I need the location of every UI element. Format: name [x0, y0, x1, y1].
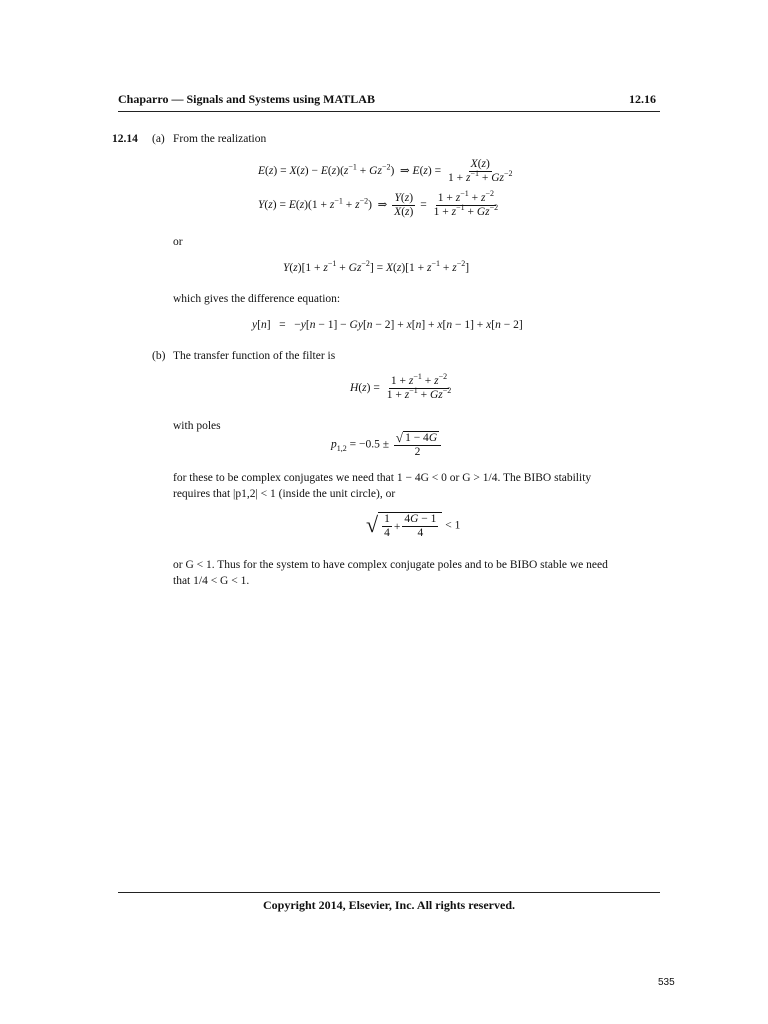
difference-equation-intro: which gives the difference equation: [173, 293, 341, 305]
with-poles-text: with poles [173, 420, 221, 432]
page-number: 535 [658, 977, 675, 988]
equation-cross-multiplied: $Y(z)[1 + z^{-1} + Gz^{-2}] = X(z)[1 + z^{-1} + z^{-2}]$ [283, 259, 470, 274]
running-header-page-ref: 12.16 [629, 92, 656, 106]
poles-equation: $p_{1,2} = -0.5$ ± √ 1 − 4 G 2 [331, 431, 443, 459]
part-a-intro: From the realization [173, 133, 267, 145]
part-b-label: (b) [152, 350, 166, 362]
equation-y-of-z: $Y(z) = E(z)(1 + z^{-1} + z^{-2})$ ⇒ $\frac{Y(z)}{X(z)}$ = $\frac{1 + z^{-1} + z^{-2}}{1 + z^{-1} + Gz^{-2}}$ [258, 189, 499, 218]
final-conclusion-line-1: or G < 1. Thus for the system to have complex conjugate poles and to be BIBO stable we need [173, 559, 608, 571]
stability-inequality: √ $\frac{1}{4}$ + $\frac{4G - 1}{4}$ < 1 [366, 512, 461, 539]
problem-number: 12.14 [112, 133, 138, 145]
text-or: or [173, 236, 183, 248]
final-conclusion-line-2: that 1/4 < G < 1. [173, 575, 250, 587]
part-a-label: (a) [152, 133, 165, 145]
copyright-notice: Copyright 2014, Elsevier, Inc. All rights reserved. [263, 898, 515, 912]
part-b-intro: The transfer function of the filter is [173, 350, 336, 362]
conjugate-condition-line-2: requires that |p1,2| < 1 (inside the unit circle), or [173, 488, 396, 500]
equation-e-of-z: $E(z) = X(z) - E(z)(z^{-1} + Gz^{-2})$ ⇒ E(z) = $\frac{X(z)}{1 + z^{-1} + Gz^{-2}}$ [258, 158, 513, 184]
conjugate-condition-line-1: for these to be complex conjugates we need that 1 − 4G < 0 or G > 1/4. The BIBO stability [173, 472, 592, 484]
running-header-title: Chaparro — Signals and Systems using MATLAB [118, 92, 375, 106]
difference-equation: y[n] = −y[n − 1] − Gy[n − 2] + x[n] + x[n − 1] + x[n − 2] [252, 319, 523, 331]
footer-rule [118, 892, 660, 893]
transfer-function: H(z) = $\frac{1 + z^{-1} + z^{-2}}{1 + z^{-1} + Gz^{-2}}$ [350, 372, 452, 401]
header-rule [118, 111, 660, 112]
